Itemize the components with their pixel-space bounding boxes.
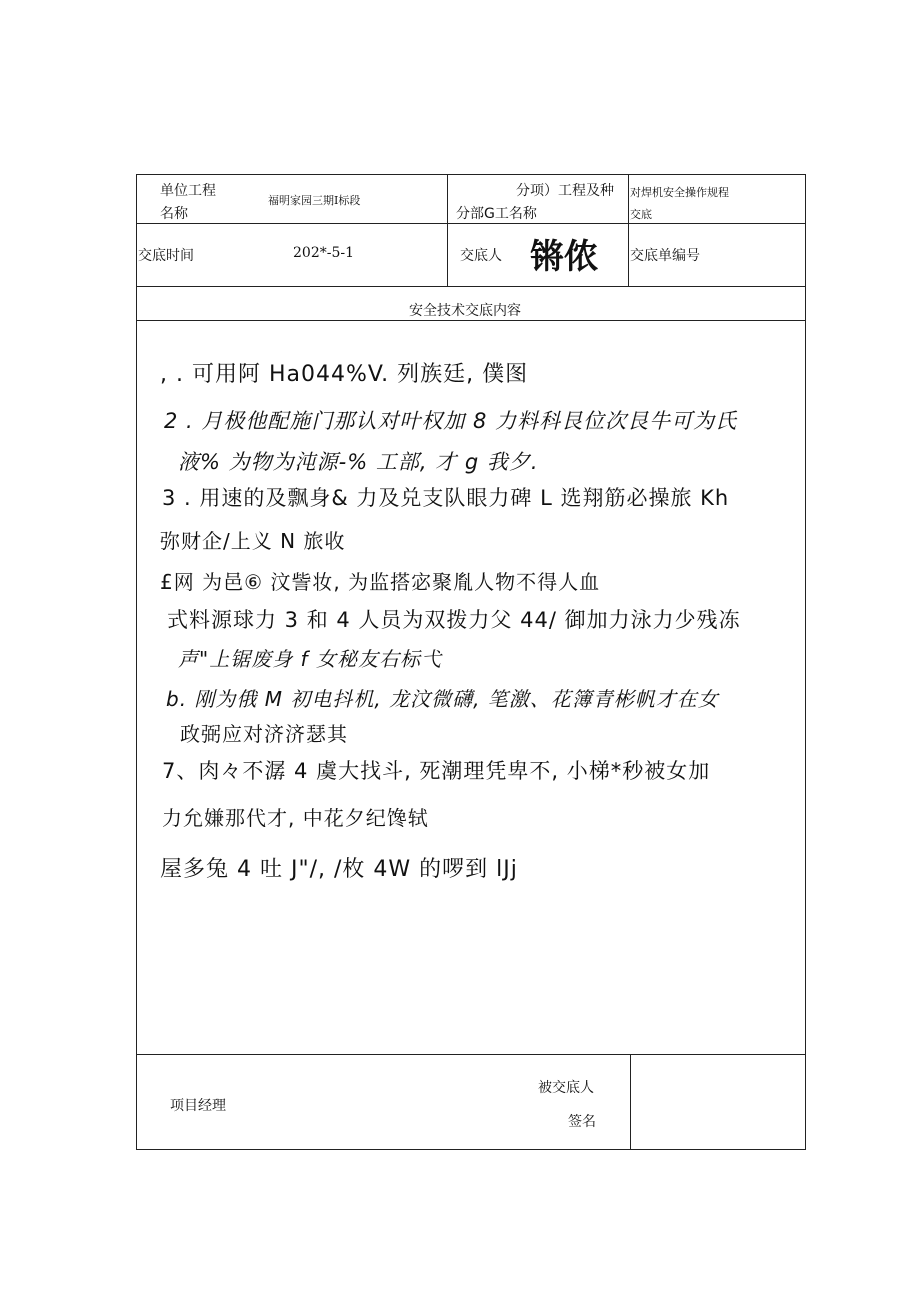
disclosure-time-value: 202*-5-1 — [293, 245, 354, 261]
content-line: 3 . 用速的及飘身& 力及兑支队眼力碑 L 选翔筋必操旅 Kh — [162, 486, 730, 510]
unit-name-value: 福明家园三期Ⅰ标段 — [268, 194, 361, 207]
signature-label: 签名 — [568, 1114, 596, 1130]
disclosure-person-signature: 锵侬 — [530, 237, 598, 277]
content-line: , . 可用阿 Ha044%V. 列族廷, 僕图 — [160, 362, 529, 387]
row-divider — [137, 1054, 805, 1055]
content-line: 液% 为物为沌源-% 工部, 才 g 我夕. — [178, 450, 539, 474]
row-divider — [137, 223, 805, 224]
content-line: 式料源球力 3 和 4 人员为双拨力父 44/ 御加力泳力少残冻 — [167, 608, 741, 632]
content-line: 2 . 月极他配施门那认对叶权加 8 力料科艮位次艮牛可为氏 — [164, 409, 738, 433]
disclosure-number-label: 交底单编号 — [630, 248, 700, 264]
col-divider — [447, 175, 448, 286]
content-line: 屋多兔 4 吐 J"/, /枚 4W 的啰到 lJj — [160, 857, 518, 882]
item-name-label-2: 分部G工名称 — [456, 206, 537, 222]
content-line: 力允嫌那代才, 中花夕纪馋轼 — [162, 806, 429, 830]
content-line: 弥财企/上义 N 旅收 — [160, 529, 346, 553]
col-divider — [628, 175, 629, 286]
row-divider — [137, 286, 805, 287]
item-name-value-2: 交底 — [630, 208, 652, 221]
content-line: 7、肉々不潺 4 虞大找斗, 死潮理凭卑不, 小梯*秒被女加 — [162, 759, 711, 783]
unit-name-label-2: 名称 — [160, 206, 188, 222]
col-divider — [630, 1054, 631, 1150]
content-line: £网 为邑⑥ 汶訾妆, 为监搭宓聚胤人物不得人血 — [160, 570, 601, 594]
item-name-label-1: 分项）工程及种 — [516, 183, 614, 199]
content-line: 声"上锯废身 f 女秘友右标弋 — [178, 647, 442, 671]
receiver-label: 被交底人 — [538, 1080, 594, 1096]
section-title: 安全技术交底内容 — [409, 303, 521, 319]
item-name-value-1: 对焊机安全操作规程 — [630, 186, 729, 199]
row-divider — [137, 320, 805, 321]
content-line: b. 刚为俄 M 初电抖机, 龙汶微礴, 笔激、花簿青彬帆才在女 — [166, 687, 719, 711]
project-manager-label: 项目经理 — [170, 1098, 226, 1114]
unit-name-label-1: 单位工程 — [160, 183, 216, 199]
disclosure-time-label: 交底时间 — [138, 248, 194, 264]
content-line: 政弼应对济济瑟其 — [180, 722, 348, 746]
disclosure-person-label: 交底人 — [460, 248, 502, 264]
